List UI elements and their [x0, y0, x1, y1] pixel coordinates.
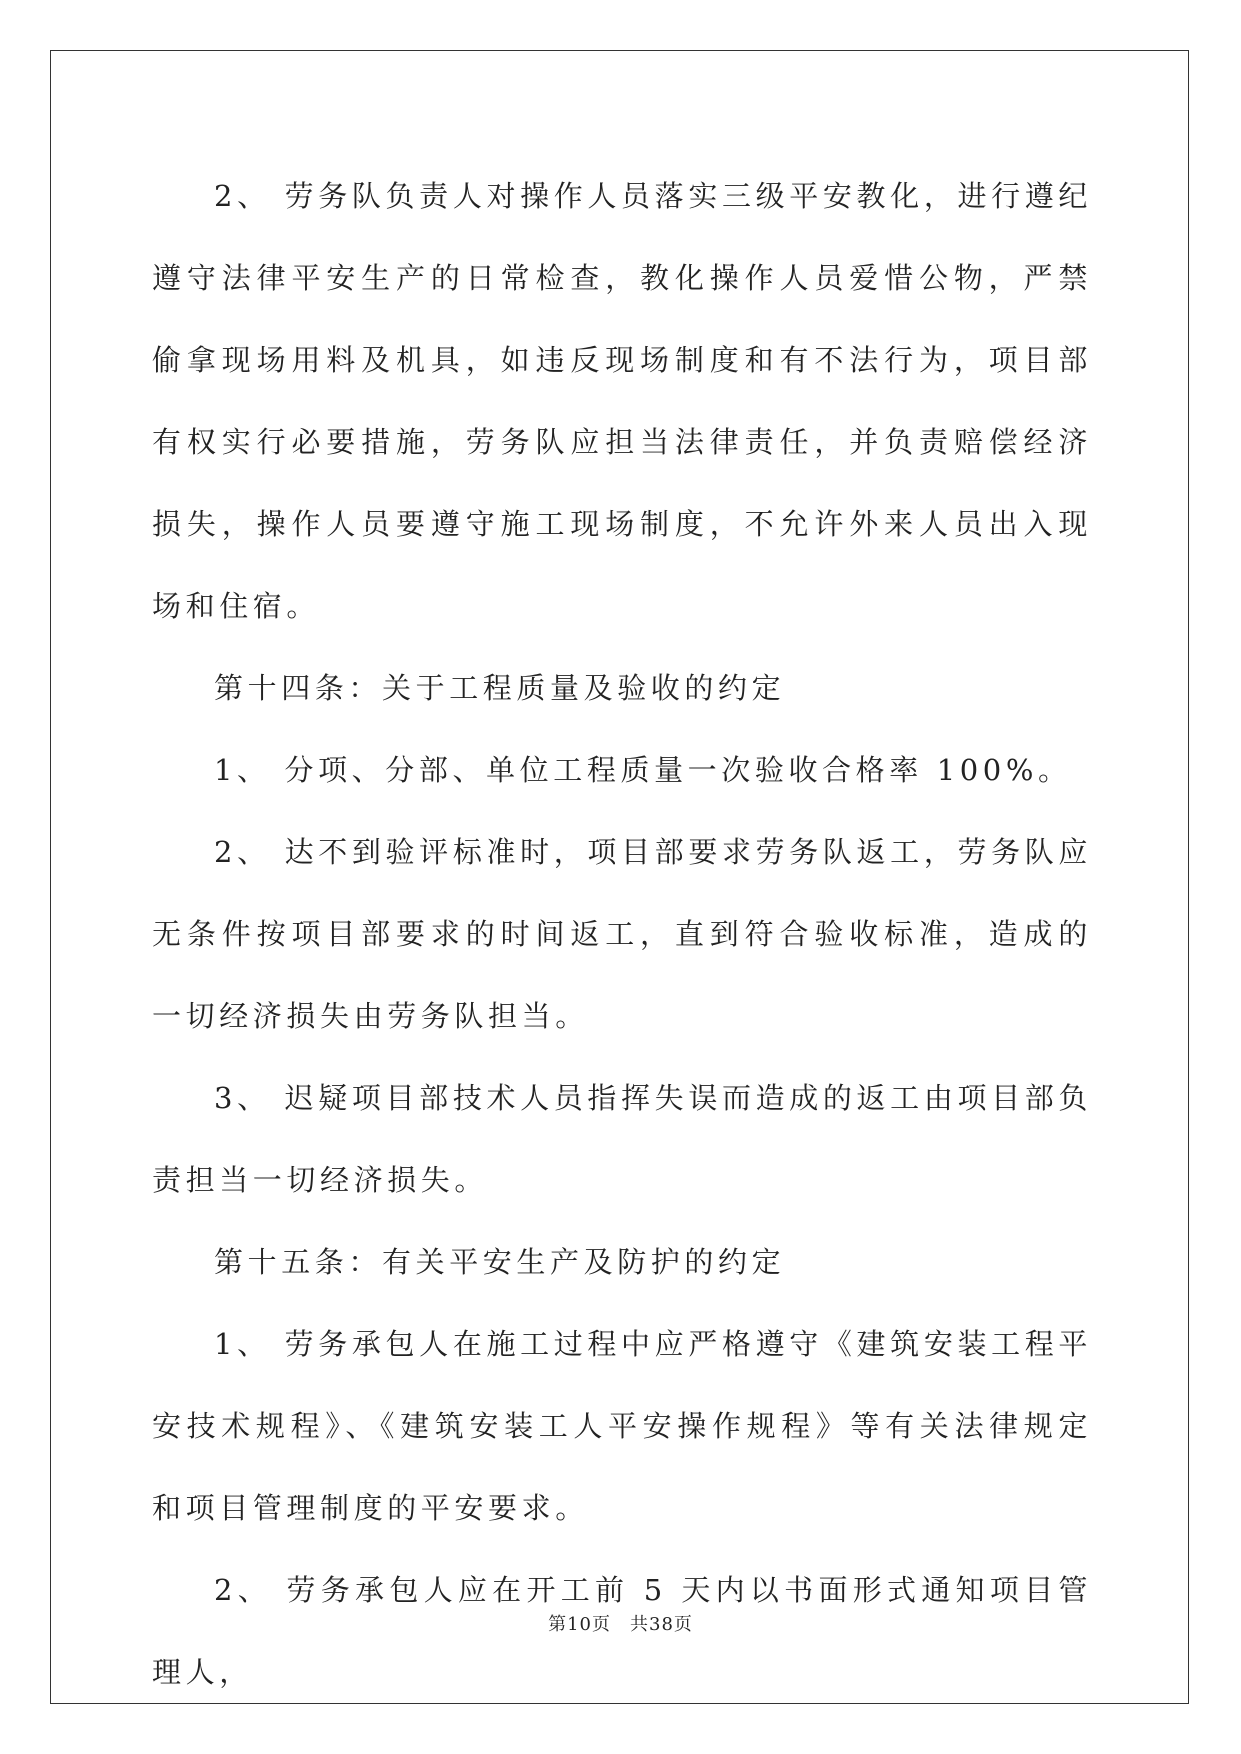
paragraph-technical-error-liability: 3、 迟疑项目部技术人员指挥失误而造成的返工由项目部负责担当一切经济损失。 — [152, 1081, 1092, 1197]
current-page-number: 10 — [567, 1614, 592, 1635]
paragraph-written-notice: 2、 劳务承包人应在开工前 5 天内以书面形式通知项目管理人， — [152, 1573, 1092, 1689]
article-15-heading: 第十五条：有关平安生产及防护的约定 — [214, 1245, 786, 1279]
footer-mid: 页 共 — [592, 1614, 649, 1635]
footer-suffix: 页 — [673, 1614, 693, 1635]
footer-prefix: 第 — [548, 1614, 568, 1635]
article-14-heading: 第十四条：关于工程质量及验收的约定 — [214, 671, 786, 705]
paragraph-safety-education: 2、 劳务队负责人对操作人员落实三级平安教化，进行遵纪遵守法律平安生产的日常检查，教化操作人员爱惜公物，严禁偷拿现场用料及机具，如违反现场制度和有不法行为，项目部有权实行必要措施，劳务队应担当法律责任，并负责赔偿经济损失，操作人员要遵守施工现场制度，不允许外来人员出入现场和住宿。 — [152, 179, 1092, 623]
total-pages-number: 38 — [649, 1614, 674, 1635]
paragraph-safety-regulations: 1、 劳务承包人在施工过程中应严格遵守《建筑安装工程平安技术规程》、《建筑安装工人平安操作规程》等有关法律规定和项目管理制度的平安要求。 — [152, 1327, 1092, 1525]
page-footer — [0, 1610, 1241, 1636]
paragraph-rework-requirement: 2、 达不到验评标准时，项目部要求劳务队返工，劳务队应无条件按项目部要求的时间返工，直到符合验收标准，造成的一切经济损失由劳务队担当。 — [152, 835, 1092, 1033]
document-body — [152, 155, 1092, 1713]
paragraph-quality-pass-rate: 1、 分项、分部、单位工程质量一次验收合格率 100%。 — [214, 753, 1072, 787]
